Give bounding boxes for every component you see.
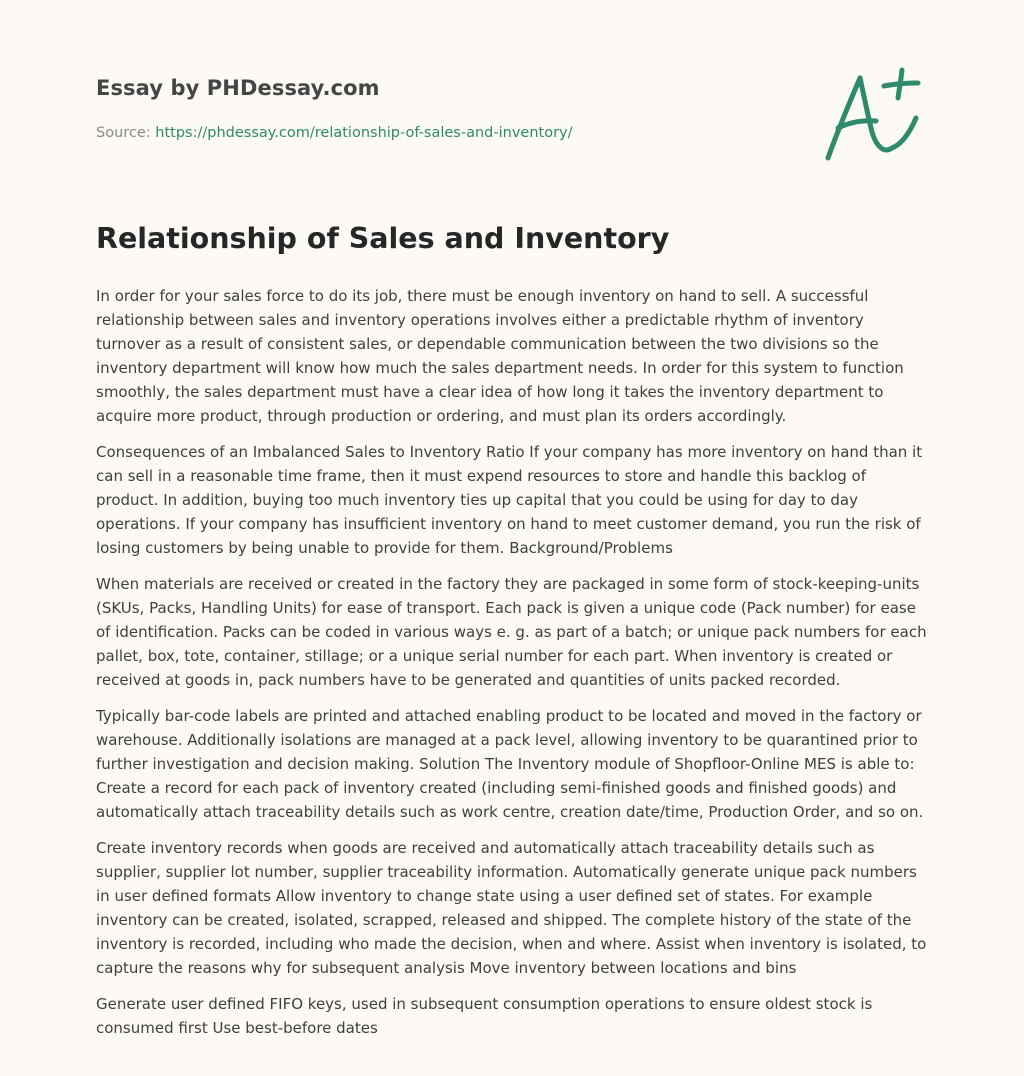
source-line — [96, 125, 573, 141]
a-plus-grade-icon — [818, 66, 934, 168]
essay-paragraph: When materials are received or created in the factory they are packaged in some form of stock-keeping-units (SKUs, Packs, Handling Units) for ease of transport. Each pack is given a unique code (Pack number) for ease of identification. Packs can be coded in various ways e. g. as part of a batch; or unique pack numbers for each pallet, box, tote, container, stillage; or a unique serial number for each part. When inventory is created or received at goods in, pack numbers have to be generated and quantities of units packed recorded. — [96, 575, 927, 689]
essay-body — [96, 284, 930, 1052]
essay-paragraph: Generate user defined FIFO keys, used in subsequent consumption operations to ensure oldest stock is consumed first Use best-before dates — [96, 995, 873, 1037]
essay-paragraph: In order for your sales force to do its job, there must be enough inventory on hand to sell. A successful relationship between sales and inventory operations involves either a predictable rhythm of inventory turnover as a result of consistent sales, or dependable communication between the two divisions so the inventory department will know how much the sales department needs. In order for this system to function smoothly, the sales department must have a clear idea of how long it takes the inventory department to acquire more product, through production or ordering, and must plan its orders accordingly. — [96, 287, 904, 425]
site-brand: Essay by PHDessay.com — [96, 76, 380, 100]
essay-title: Relationship of Sales and Inventory — [96, 222, 670, 255]
source-link[interactable]: https://phdessay.com/relationship-of-sales-and-inventory/ — [155, 125, 573, 141]
essay-paragraph: Create inventory records when goods are received and automatically attach traceability details such as supplier, supplier lot number, supplier traceability information. Automatically generate unique pack numbers in user defined formats Allow inventory to change state using a user defined set of states. For example inventory can be created, isolated, scrapped, released and shipped. The complete history of the state of the inventory is recorded, including who made the decision, when and where. Assist when inventory is isolated, to capture the reasons why for subsequent analysis Move inventory between locations and bins — [96, 839, 927, 977]
source-label: Source: — [96, 125, 151, 141]
essay-paragraph: Typically bar-code labels are printed and attached enabling product to be located and moved in the factory or warehouse. Additionally isolations are managed at a pack level, allowing inventory to be quarantined prior to further investigation and decision making. Solution The Inventory module of Shopfloor-Online MES is able to: Create a record for each pack of inventory created (including semi-finished goods and finished goods) and automatically attach traceability details such as work centre, creation date/time, Production Order, and so on. — [96, 707, 924, 821]
essay-paragraph: Consequences of an Imbalanced Sales to Inventory Ratio If your company has more inventory on hand than it can sell in a reasonable time frame, then it must expend resources to store and handle this backlog of product. In addition, buying too much inventory ties up capital that you could be using for day to day operations. If your company has insufficient inventory on hand to meet customer demand, you run the risk of losing customers by being unable to provide for them. Background/Problems — [96, 443, 923, 557]
